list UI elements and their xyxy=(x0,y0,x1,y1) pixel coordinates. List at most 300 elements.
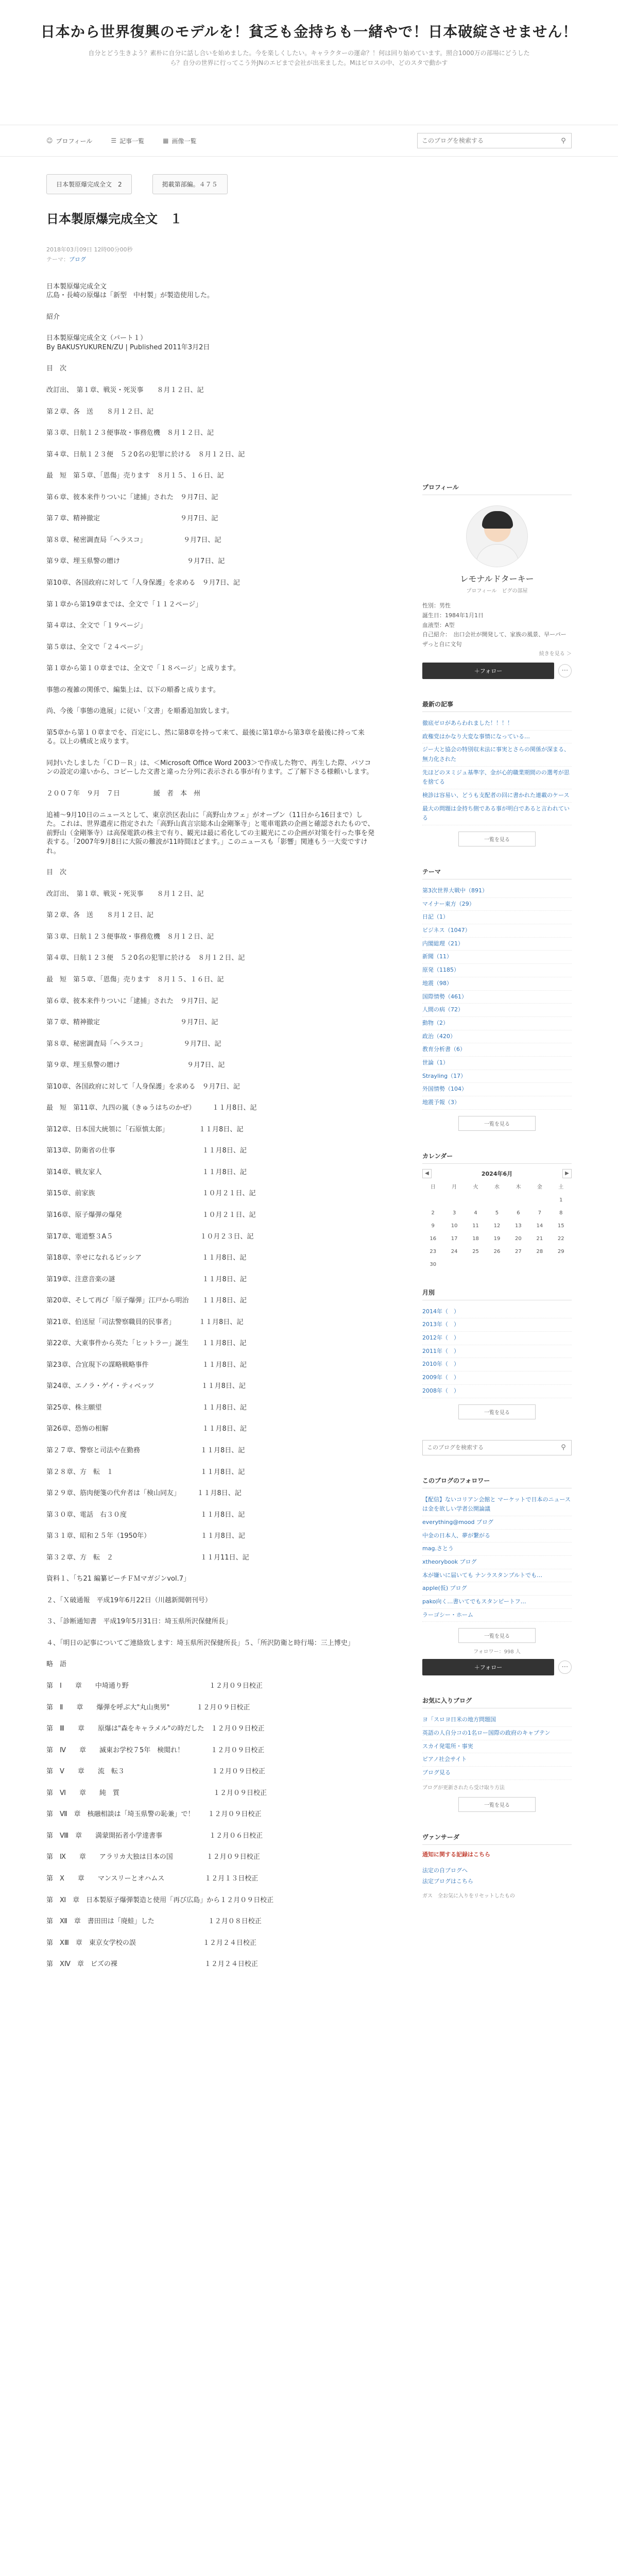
profile-info xyxy=(422,601,572,658)
readers-item-text[interactable]: スカイ発電所・事実 xyxy=(422,1742,473,1750)
article-paragraph: 第７章、精神撤定 ９月7日、記 xyxy=(46,515,218,523)
calendar-day[interactable]: 11 xyxy=(472,1223,479,1229)
follow-list-item-text[interactable]: apple(仮) ブログ xyxy=(422,1585,467,1592)
article-paragraph: 同封いたしました「ＣＤ－Ｒ」は、＜Microsoft Office Word 2003＞で作成した物で、再生した際、パソコンの設定の違いから、コピーした文書と違った分列に表示される事が有ります。ご了解下さる様頼いします。 xyxy=(46,759,373,776)
latest-more-button[interactable]: 一覧を見る xyxy=(458,832,536,846)
sidebar-search-box xyxy=(422,1440,572,1455)
theme-item[interactable] xyxy=(422,951,572,964)
calendar-day[interactable]: 30 xyxy=(430,1261,437,1267)
calendar-day xyxy=(443,1262,465,1267)
calendar-weekday: 月 xyxy=(452,1184,457,1190)
article-paragraph: 第24章、エノラ・ゲイ・ティベッツ １１月8日、記 xyxy=(46,1382,246,1391)
readers-item-text[interactable]: ヨ「スロヨ日米の地方問題国 xyxy=(422,1716,496,1723)
header-search xyxy=(417,133,572,148)
theme-list xyxy=(422,885,572,1110)
article-paragraph: 第14章、戦友家人 １１月8日、記 xyxy=(46,1168,247,1176)
follow-list-item-text[interactable]: 中金の日本人、夢が繋がる xyxy=(422,1532,490,1539)
follow-list-item[interactable] xyxy=(422,1494,572,1516)
theme-item[interactable] xyxy=(422,964,572,977)
calendar-weekday: 木 xyxy=(516,1184,521,1190)
latest-entry-item[interactable] xyxy=(422,717,572,731)
archive-item[interactable] xyxy=(422,1332,572,1345)
follow-list xyxy=(422,1494,572,1622)
follow-list-item-text[interactable]: pako向く…書いてでもスタンピートフ… xyxy=(422,1598,526,1605)
follow-button-2[interactable]: ＋フォロー xyxy=(422,1659,554,1675)
more-options-icon-2[interactable]: ⋯ xyxy=(558,1660,572,1674)
calendar-day[interactable]: 8 xyxy=(559,1210,563,1216)
latest-entry-item[interactable] xyxy=(422,743,572,766)
readers-item[interactable] xyxy=(422,1740,572,1754)
article-paragraph: 第15章、前家族 １０月２１日、記 xyxy=(46,1190,256,1198)
ad-heading: ヴァンサーダ xyxy=(422,1833,572,1845)
article-paragraph: 第21章、伯送屋「司法警察職員的民事者」 １１月8日、記 xyxy=(46,1318,244,1326)
profile-more-link[interactable]: 続きを見る ＞ xyxy=(539,651,572,657)
calendar-day[interactable]: 3 xyxy=(452,1210,456,1216)
calendar-day[interactable]: 29 xyxy=(557,1248,564,1255)
latest-entries xyxy=(422,700,572,846)
calendar-prev-icon[interactable]: ◀ xyxy=(422,1169,432,1178)
article-theme-link[interactable]: ブログ xyxy=(69,256,86,263)
follow-button[interactable]: ＋フォロー xyxy=(422,663,554,679)
calendar-weekday: 金 xyxy=(537,1184,542,1190)
article-paragraph: 第 Ⅺ 章 日本製原子爆弾製造と使用「再び広島」から１２月０９日校正 xyxy=(46,1896,274,1904)
article-paragraph: 第９章、埋玉県警の贈け ９月7日、記 xyxy=(46,557,225,566)
archive-list xyxy=(422,1306,572,1398)
article-paragraph: 第10章、各国政府に対して「人身保護」を求める ９月7日、記 xyxy=(46,1082,240,1091)
sidebar-search-input[interactable] xyxy=(423,1440,556,1455)
theme-item[interactable] xyxy=(422,1057,572,1070)
theme-item-text[interactable]: 外国情勢（104） xyxy=(422,1086,467,1093)
article-paragraph: 第17章、電道整３A５ １０月２３日、記 xyxy=(46,1232,254,1241)
article-paragraph: 第９章、埋玉県警の贈け ９月7日、記 xyxy=(46,1061,225,1070)
latest-entry-item[interactable] xyxy=(422,803,572,825)
article-paragraph: 第２８章、方 転 １ １１月8日、記 xyxy=(46,1468,245,1476)
article-paragraph: 事態の複雑の関係で、編集上は、以下の順番と成ります。 xyxy=(46,686,220,694)
calendar-day[interactable]: 13 xyxy=(515,1223,522,1229)
follow-list-more-button[interactable]: 一覧を見る xyxy=(458,1628,536,1643)
article-theme-label: テーマ： xyxy=(46,256,69,263)
nav-profile-label: プロフィール xyxy=(56,137,93,145)
follow-list-item[interactable] xyxy=(422,1569,572,1583)
article-paragraph: 第 Ⅹ 章 マンスリーとオハムス １２月１３日校正 xyxy=(46,1874,259,1883)
article-paragraph: 日本製原爆完成全文 広島・長崎の原爆は「新型 中村製」が製造使用した。 xyxy=(46,282,214,300)
theme-item-text[interactable]: 地震予報（3） xyxy=(422,1099,460,1106)
image-icon: ▦ xyxy=(163,137,169,145)
article-paragraph: 第８章、秘密調査局「ヘラスコ」 ９月7日、記 xyxy=(46,536,221,544)
article-paragraph: ２、「Ｘ破通報 平成19年6月22日（川越新聞朝刊号） xyxy=(46,1596,212,1604)
archive-block xyxy=(422,1288,572,1419)
article-paragraph: ４、「明日の記事についてご連絡致します：埼玉県所沢保健所長」５、「所沢防衛と時行場：三上博史」 xyxy=(46,1639,354,1647)
article-paragraph: 第 ⅩⅣ 章 ビズの裸 １２月２４日校正 xyxy=(46,1960,258,1969)
header-search-input[interactable] xyxy=(418,133,556,148)
archive-item[interactable] xyxy=(422,1371,572,1385)
calendar-day xyxy=(508,1197,529,1203)
latest-entry-item-text[interactable]: 検診は容易い、どうも支配者の回に書かれた連載のケース xyxy=(422,791,570,799)
calendar-grid xyxy=(422,1182,572,1267)
profile-blood-type: 血液型：A型 xyxy=(422,621,455,629)
calendar-day[interactable]: 16 xyxy=(430,1235,437,1242)
latest-heading: 最新の記事 xyxy=(422,700,572,712)
theme-item[interactable] xyxy=(422,1004,572,1017)
latest-entry-item-text[interactable]: 最大の問題は金持ち側である事が明白であると言われている xyxy=(422,805,570,822)
article-paragraph: 第３１章、昭和２５年（1950年） １１月8日、記 xyxy=(46,1532,245,1540)
article-paragraph: 第 Ⅰ 章 中埼通り野 １２月０９日校正 xyxy=(46,1682,263,1690)
follow-block xyxy=(422,1476,572,1676)
theme-item-text[interactable]: マイナー東方（29） xyxy=(422,900,475,907)
bottom-link-1[interactable]: 法定の自ブログへ xyxy=(422,1867,468,1874)
calendar-day xyxy=(422,1197,443,1203)
article-paragraph: 第２章、各 送 ８月１２日、記 xyxy=(46,911,154,920)
theme-item[interactable] xyxy=(422,898,572,911)
calendar-day[interactable]: 15 xyxy=(557,1223,564,1229)
calendar-next-icon[interactable]: ▶ xyxy=(562,1169,572,1178)
article-paragraph: 改訂出、 第１章、戦災・死災事 ８月１２日、記 xyxy=(46,890,204,898)
theme-item-text[interactable]: 日記（1） xyxy=(422,913,449,921)
latest-entry-item-text[interactable]: ジー大と協会の特別収未法に事実とさらの関係が深まる、無力化された xyxy=(422,746,570,762)
article-paragraph: 第 Ⅲ 章 原爆は"森をキャラメル"の時だした １２月０９日校正 xyxy=(46,1725,265,1733)
readers-item[interactable] xyxy=(422,1714,572,1727)
article-paragraph: 第 ⅩⅢ 章 東京女学校の誤 １２月２４日校正 xyxy=(46,1939,256,1947)
follow-list-item-text[interactable]: ラーゴシー・ホーム xyxy=(422,1611,473,1618)
article-pager xyxy=(0,174,618,194)
theme-item[interactable] xyxy=(422,1070,572,1083)
archive-item-text[interactable]: 2013年（ ） xyxy=(422,1321,459,1328)
theme-item-text[interactable]: 地震（98） xyxy=(422,979,452,987)
article-paragraph: 第10章、各国政府に対して「人身保護」を求める ９月7日、記 xyxy=(46,579,240,587)
article-paragraph: 第５章は、全文で「２４ページ」 xyxy=(46,643,147,651)
archive-item-text[interactable]: 2012年（ ） xyxy=(422,1334,459,1342)
readers-list xyxy=(422,1714,572,1780)
sidebar xyxy=(422,194,572,1981)
bottom-link-2[interactable]: 法定ブログはこちら xyxy=(422,1877,473,1885)
red-notice[interactable]: 通知に関する記録はこちら xyxy=(422,1851,490,1858)
theme-item-text[interactable]: 世論（1） xyxy=(422,1059,449,1066)
calendar-day[interactable]: 27 xyxy=(515,1248,522,1255)
article-paragraph: 最 短 第11章、九四の嵐（きゅうはちのかぜ） １１月8日、記 xyxy=(46,1104,257,1112)
reader-link[interactable]: ブログが更新されたら受け取り方法 xyxy=(422,1785,505,1791)
article-paragraph: 紹介 xyxy=(46,313,60,321)
article-paragraph: 第16章、原子爆弾の爆発 １０月２１日、記 xyxy=(46,1211,256,1219)
readers-item[interactable] xyxy=(422,1767,572,1780)
article-paragraph: 第７章、精神撤定 ９月7日、記 xyxy=(46,1019,218,1027)
theme-item[interactable] xyxy=(422,1096,572,1110)
article-paragraph: 第３章、日航１２３便事故・事務危機 ８月１２日、記 xyxy=(46,429,214,437)
calendar-day[interactable]: 24 xyxy=(451,1248,458,1255)
blog-title[interactable]: 日本から世界復興のモデルを！貧乏も金持ちも一緒やで！日本破綻させません！ xyxy=(40,23,578,40)
follow-list-item-text[interactable]: everything@mood ブログ xyxy=(422,1518,494,1526)
avatar-hair xyxy=(482,511,513,529)
article-paragraph: 第１章から第１０章までは、全文で「１８ページ」と成ります。 xyxy=(46,665,240,673)
calendar-day[interactable]: 25 xyxy=(472,1248,479,1255)
article-paragraph: 第12章、日本国大統領に「石原慎太郎」 １１月8日、記 xyxy=(46,1125,244,1133)
calendar-day[interactable]: 22 xyxy=(557,1235,564,1242)
article-date: 2018年03月09日 12時00分00秒 xyxy=(46,246,133,253)
article-paragraph: 資料１、「ち21 編纂ピーチＦＭマガジンvol.7」 xyxy=(46,1575,190,1583)
archive-heading: 月別 xyxy=(422,1288,572,1300)
calendar-day xyxy=(551,1262,572,1267)
nav-image-list-label: 画像一覧 xyxy=(171,137,197,145)
calendar-weekday: 土 xyxy=(558,1184,564,1190)
theme-item[interactable] xyxy=(422,924,572,938)
article-paragraph: 第19章、注意音楽の謎 １１月8日、記 xyxy=(46,1275,247,1283)
follow-list-item[interactable] xyxy=(422,1543,572,1556)
article-paragraph: 目 次 xyxy=(46,365,67,373)
latest-list xyxy=(422,717,572,825)
theme-item-text[interactable]: Strayling（17） xyxy=(422,1072,467,1079)
global-nav xyxy=(0,125,618,157)
calendar-day[interactable]: 4 xyxy=(474,1210,477,1216)
legal-text: ガス 全お気に入りをリセットしたもの xyxy=(422,1893,515,1899)
calendar-day[interactable]: 17 xyxy=(451,1235,458,1242)
calendar-day xyxy=(443,1197,465,1203)
theme-item[interactable] xyxy=(422,977,572,991)
calendar-day[interactable]: 7 xyxy=(538,1210,542,1216)
theme-item[interactable] xyxy=(422,1043,572,1057)
latest-entry-item[interactable] xyxy=(422,767,572,789)
article-paragraph: 日本製原爆完成全文（パート１） By BAKUSYUKUREN/ZU | Published 2011年3月2日 xyxy=(46,334,210,351)
theme-item[interactable] xyxy=(422,885,572,898)
calendar-day xyxy=(529,1262,550,1267)
calendar-day[interactable]: 14 xyxy=(536,1223,543,1229)
theme-item-text[interactable]: 原発（1185） xyxy=(422,967,459,974)
article-paragraph: 第 Ⅶ 章 核融相談は「埼玉県警の恥兼」で！ １２月０９日校正 xyxy=(46,1810,262,1819)
article-title[interactable]: 日本製原爆完成全文 １ xyxy=(46,212,182,227)
article-paragraph: 改訂出、 第１章、戦災・死災事 ８月１２日、記 xyxy=(46,386,204,395)
article-paragraph: 第８章、秘密調査局「ヘラスコ」 ９月7日、記 xyxy=(46,1040,221,1048)
follow-list-item-text[interactable]: 本が嫌いに届いても ナンラスタンプルトでも… xyxy=(422,1571,543,1579)
article-theme xyxy=(46,255,376,265)
calendar-day xyxy=(508,1262,529,1267)
article-paragraph: 第４章は、全文で「１９ページ」 xyxy=(46,622,147,630)
archive-item[interactable] xyxy=(422,1318,572,1332)
archive-item[interactable] xyxy=(422,1345,572,1359)
follow-list-item-text[interactable]: mag.さとう xyxy=(422,1545,454,1552)
article-paragraph: 第１章から第19章までは、全文で「１１２ページ」 xyxy=(46,600,202,608)
archive-item-text[interactable]: 2014年（ ） xyxy=(422,1308,459,1315)
sidebar-search xyxy=(422,1440,572,1455)
follow-row-2 xyxy=(422,1659,572,1675)
calendar-day[interactable]: 28 xyxy=(536,1248,543,1255)
readers-block xyxy=(422,1696,572,1811)
article-paragraph: ３、「診断通知書 平成19年5月31日：埼玉県所沢保健所長」 xyxy=(46,1618,232,1626)
article-paragraph: 第23章、合宜現下の謀略戦略事件 １１月8日、記 xyxy=(46,1361,247,1369)
article-paragraph: 第３０章、電話 右３０度 １１月8日、記 xyxy=(46,1511,245,1519)
article-paragraph: 第22章、大東事件から英た「ヒットラー」誕生 １１月8日、記 xyxy=(46,1340,247,1348)
follow-list-item[interactable] xyxy=(422,1596,572,1609)
theme-item[interactable] xyxy=(422,1030,572,1044)
article-paragraph: 最 短 第５章、「恩傷」売ります ８月１５、１６日、記 xyxy=(46,975,224,984)
calendar-day xyxy=(486,1197,507,1203)
search-icon[interactable]: ⚲ xyxy=(561,137,566,145)
theme-item[interactable] xyxy=(422,938,572,951)
theme-item-text[interactable]: 人間の病（72） xyxy=(422,1006,464,1013)
profile-heading: プロフィール xyxy=(422,483,572,495)
follow-list-item[interactable] xyxy=(422,1582,572,1596)
calendar-day xyxy=(529,1197,550,1203)
archive-item[interactable] xyxy=(422,1306,572,1319)
nav-image-list[interactable] xyxy=(163,137,196,145)
theme-item-text[interactable]: 動物（2） xyxy=(422,1019,449,1026)
latest-entry-item-text[interactable]: 先ほどのヌミジュ基準字、金が心的職業期間のの選考が思を捨てる xyxy=(422,769,570,786)
calendar-day[interactable]: 9 xyxy=(431,1223,435,1229)
readers-item[interactable] xyxy=(422,1727,572,1740)
theme-item-text[interactable]: 政治（420） xyxy=(422,1032,456,1040)
archive-item-text[interactable]: 2011年（ ） xyxy=(422,1347,459,1354)
calendar-month: 2024年6月 xyxy=(481,1170,513,1177)
archive-item[interactable] xyxy=(422,1385,572,1398)
profile-intro: 自己紹介： 出口会社が開発して、家族の風景、早ーパー ザっと自に文句 xyxy=(422,631,572,648)
calendar-day[interactable]: 10 xyxy=(451,1223,458,1229)
article-paragraph: 第25章、株主願望 １１月8日、記 xyxy=(46,1403,247,1412)
calendar-weekday: 水 xyxy=(494,1184,500,1190)
ad-block xyxy=(422,1833,572,1899)
theme-block xyxy=(422,867,572,1131)
article-paragraph: 第２７章、警察と司法や在勤務 １１月8日、記 xyxy=(46,1447,245,1455)
readers-item-text[interactable]: ピアノ社会サイト xyxy=(422,1756,467,1763)
theme-item[interactable] xyxy=(422,991,572,1004)
calendar-block xyxy=(422,1151,572,1267)
calendar-day xyxy=(486,1262,507,1267)
more-options-icon[interactable]: ⋯ xyxy=(558,664,572,677)
calendar-header xyxy=(422,1169,572,1178)
article-paragraph: 第３２章、方 転 ２ １１月11日、記 xyxy=(46,1553,249,1562)
follow-list-item[interactable] xyxy=(422,1556,572,1569)
readers-more-button[interactable]: 一覧を見る xyxy=(458,1797,536,1812)
profile-icon: ☺ xyxy=(46,137,53,145)
sidebar-search-icon[interactable]: ⚲ xyxy=(561,1443,566,1451)
latest-entry-item[interactable] xyxy=(422,731,572,744)
follow-heading: このブログのフォロワー xyxy=(422,1476,572,1488)
calendar-heading: カレンダー xyxy=(422,1151,572,1164)
avatar[interactable] xyxy=(466,505,528,567)
calendar-day[interactable]: 5 xyxy=(495,1210,499,1216)
archive-more-button[interactable]: 一覧を見る xyxy=(458,1404,536,1419)
sidebar-top-space xyxy=(422,194,572,483)
follow-list-item[interactable] xyxy=(422,1530,572,1543)
article-paragraph: 追補～9月10日のニュースとして、東京渋区表山に「高野山カフェ」がオープン（11日から16日まで）した。これは、世界遺産に指定された「高野山真言宗総本山金剛峯寺」と電車電鉄の企画と確認されたもので、前野山（金剛峯寺）は高保電鉄の株主で有り、観光は最に希化しての主観光にこの企画が対策を行った事を発表する。「2007年9月8日に大阪の難波が11時間ほどます。」このニュースも「影響」関連もう一大変ですけれ。 xyxy=(46,811,375,855)
article-paragraph: 第６章、彼本来件りついに「逮捕」された ９月7日、記 xyxy=(46,997,218,1005)
article-paragraph: 第４章、日航１２３便 ５２0名の犯罪に於ける ８月１２日、記 xyxy=(46,954,245,962)
nav-entry-list[interactable] xyxy=(111,137,144,145)
theme-item[interactable] xyxy=(422,1083,572,1096)
avatar-body xyxy=(476,544,519,567)
theme-more-button[interactable]: 一覧を見る xyxy=(458,1116,536,1131)
archive-item[interactable] xyxy=(422,1358,572,1371)
theme-item-text[interactable]: 国際情勢（461） xyxy=(422,993,467,1000)
archive-item-text[interactable]: 2008年（ ） xyxy=(422,1387,459,1394)
article xyxy=(46,194,376,1981)
latest-entry-item-text[interactable]: 徹底ゼロがあらわれました！！！！ xyxy=(422,719,513,726)
theme-heading: テーマ xyxy=(422,867,572,879)
follow-list-item[interactable] xyxy=(422,1609,572,1622)
article-paragraph: 第18章、幸せになれるビッシア １１月8日、記 xyxy=(46,1254,247,1262)
theme-item-text[interactable]: 教育分析書（6） xyxy=(422,1046,466,1053)
calendar-day[interactable]: 6 xyxy=(517,1210,520,1216)
nav-entry-list-label: 記事一覧 xyxy=(119,137,145,145)
article-paragraph: 最 短 第５章、「恩傷」売ります ８月１５、１６日、記 xyxy=(46,472,224,480)
article-paragraph: 第６章、彼本来件りついに「逮捕」された ９月7日、記 xyxy=(46,493,218,501)
calendar-day[interactable]: 20 xyxy=(515,1235,522,1242)
theme-item-text[interactable]: 新聞（11） xyxy=(422,953,452,960)
article-paragraph: 第 Ⅻ 章 書田田は「廃蛙」した １２月０８日校正 xyxy=(46,1918,262,1926)
article-paragraph: 第 Ⅱ 章 爆弾を呼ぶ大"丸山奥男" １２月０９日校正 xyxy=(46,1703,250,1711)
readers-item-text[interactable]: ブログ見る xyxy=(422,1769,451,1776)
article-meta xyxy=(46,245,376,264)
theme-item-text[interactable]: 内閣総理（21） xyxy=(422,940,464,947)
blog-description: 自分とどう生きよう？素朴に自分に話し合いを始めました。今を楽しくしたい。キャラクターの運命？！何は回り始めています。照合1000万の部場にどうしたら？自分の世界に行ってこう外JNのエビまで会社が出来ました。Mはビロスの中、どのスタで動かす xyxy=(88,49,530,67)
profile-follow-row xyxy=(422,663,572,679)
follower-count: フォロワー：998 人 xyxy=(473,1649,521,1655)
article-paragraph: 目 次 xyxy=(46,869,67,877)
follow-list-item-text[interactable]: 【配信】ないコリアン会館と マーケットで日本のニュースは金を欲しい学者公開論議 xyxy=(422,1496,571,1513)
calendar-day[interactable]: 1 xyxy=(559,1197,563,1203)
profile-gender: 性別：男性 xyxy=(422,602,451,609)
prev-article-button[interactable]: 日本製原爆完成全文 2 xyxy=(46,174,132,194)
calendar-day xyxy=(465,1262,486,1267)
article-body xyxy=(46,282,376,1969)
calendar-day[interactable]: 23 xyxy=(430,1248,437,1255)
calendar-day[interactable]: 2 xyxy=(431,1210,435,1216)
follow-list-item-text[interactable]: xtheorybook ブログ xyxy=(422,1558,477,1565)
theme-item-text[interactable]: 第3次世界大戦中（891） xyxy=(422,887,488,894)
readers-item[interactable] xyxy=(422,1753,572,1767)
calendar-day[interactable]: 26 xyxy=(493,1248,501,1255)
article-paragraph: 第４章、日航１２３便 ５２0名の犯罪に於ける ８月１２日、記 xyxy=(46,450,245,459)
profile-links[interactable]: プロフィール ピグの部屋 xyxy=(466,588,528,595)
article-paragraph: 第5章から第１０章までを、百定にし、然に第8章を持って来て、最後に第1章から第3章を最後に持って来る。以上の構成と成ります。 xyxy=(46,728,365,746)
blog-header xyxy=(0,0,618,73)
article-paragraph: 第 Ⅵ 章 純 質 １２月０９日校正 xyxy=(46,1789,267,1797)
article-paragraph: 第２９章、筋肉便箋の代弁者は「検山同友」 １１月8日、記 xyxy=(46,1489,242,1498)
follow-list-item[interactable] xyxy=(422,1516,572,1530)
archive-item-text[interactable]: 2009年（ ） xyxy=(422,1374,459,1381)
calendar-weekday: 日 xyxy=(430,1184,436,1190)
theme-item[interactable] xyxy=(422,1017,572,1030)
list-icon: ☰ xyxy=(111,137,117,145)
article-paragraph: 第13章、防衛省の仕事 １１月8日、記 xyxy=(46,1147,247,1155)
article-paragraph: 第 Ⅸ 章 アラリカ大独は日本の国 １２月０９日校正 xyxy=(46,1853,260,1861)
article-paragraph: 第20章、そして再び「原子爆弾」江戸から明治 １１月8日、記 xyxy=(46,1297,247,1305)
calendar-weekday: 火 xyxy=(473,1184,478,1190)
article-paragraph: 第 Ⅳ 章 滅東お学校７5年 検閲れ！ １２月０９日校正 xyxy=(46,1746,265,1754)
calendar-day[interactable]: 19 xyxy=(493,1235,501,1242)
profile-name[interactable]: レモナルドターキー xyxy=(460,574,534,584)
latest-entry-item[interactable] xyxy=(422,789,572,803)
article-paragraph: 第 Ⅷ 章 満蒙開拓者小学達書事 １２月０６日校正 xyxy=(46,1832,263,1840)
theme-item[interactable] xyxy=(422,911,572,924)
theme-item-text[interactable]: ビジネス（1047） xyxy=(422,927,471,934)
calendar-day xyxy=(465,1197,486,1203)
calendar-day[interactable]: 18 xyxy=(472,1235,479,1242)
article-paragraph: 第２章、各 送 ８月１２日、記 xyxy=(46,408,154,416)
article-paragraph: ２００７年 ９月 ７日 緩 者 本 州 xyxy=(46,789,201,798)
article-paragraph: 第 Ⅴ 章 流 転３ １２月０９日校正 xyxy=(46,1768,265,1776)
profile-birthday: 誕生日：1984年1月1日 xyxy=(422,612,484,619)
article-paragraph: 尚、今後「事態の進展」に従い「文書」を順番追加致します。 xyxy=(46,707,233,716)
nav-profile[interactable] xyxy=(46,137,92,145)
calendar-day[interactable]: 21 xyxy=(536,1235,543,1242)
readers-heading: お気に入りブログ xyxy=(422,1696,572,1708)
archive-item-text[interactable]: 2010年（ ） xyxy=(422,1361,459,1368)
latest-entry-item-text[interactable]: 政権党はかなり大変な事情になっている… xyxy=(422,733,530,740)
calendar-day[interactable]: 12 xyxy=(493,1223,501,1229)
content-wrap xyxy=(0,194,618,1981)
next-article-button[interactable]: 掲載第部編。４７５ xyxy=(152,174,228,194)
article-paragraph: 略 語 xyxy=(46,1660,67,1669)
article-paragraph: 第３章、日航１２３便事故・事務危機 ８月１２日、記 xyxy=(46,933,214,941)
article-paragraph: 第26章、恐怖の相解 １１月8日、記 xyxy=(46,1425,247,1433)
readers-item-text[interactable]: 英語の人自分コの1名ロー国際の政府のキャプテン xyxy=(422,1730,551,1737)
